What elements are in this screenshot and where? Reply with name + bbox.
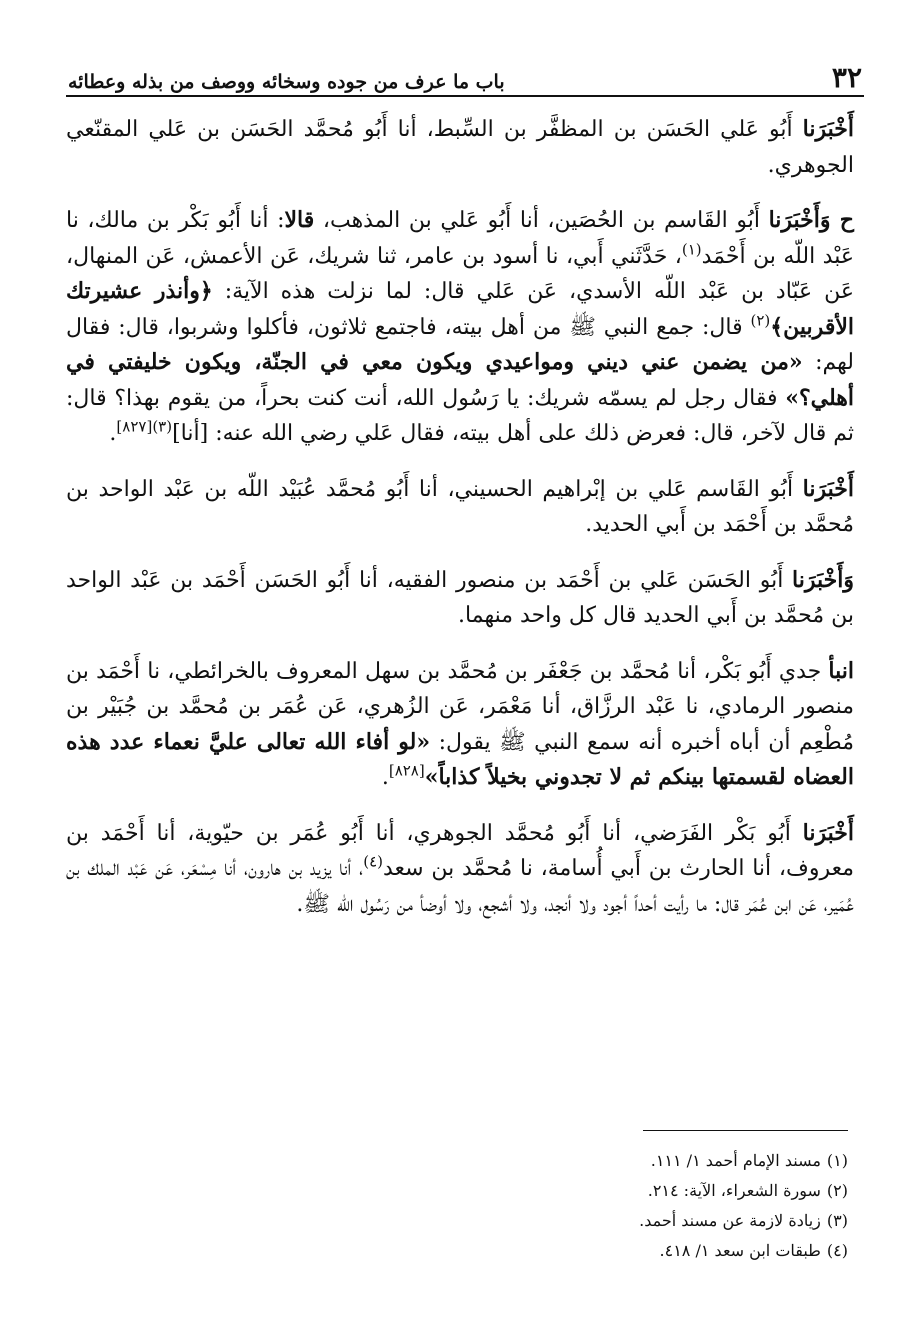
paragraph-text: أَبُو القَاسم عَلي بن إبْراهيم الحسيني، أنا أَبُو مُحمَّد عُبَيْد اللّه بن عَبْد الواحد بن مُحمَّد بن أَحْمَد بن أَبي الحديد. xyxy=(66,476,854,537)
footnote-ref: (٢) xyxy=(750,311,771,330)
paragraph-text: أَبُو القَاسم بن الحُصَين، أنا أَبُو عَلي بن المذهب، xyxy=(314,208,769,233)
hadith-quote: «من يضمن عني ديني ومواعيدي ويكون معي في الجنّة، ويكون خليفتي في أهلي؟» xyxy=(66,349,854,411)
footnote-ref: (٣) xyxy=(152,417,173,436)
footnotes xyxy=(639,1146,848,1266)
footnote xyxy=(639,1236,848,1266)
bold-word: قالا xyxy=(284,207,315,233)
footnote-divider xyxy=(643,1130,848,1131)
footnote xyxy=(639,1176,848,1206)
hadith-quote: «لو أفاء الله تعالى عليَّ نعماء عدد هذه العضاه لقسمتها بينكم ثم لا تجدوني بخيلاً كذاباً» xyxy=(66,728,854,790)
isnad-lead: أَخْبَرَنا xyxy=(802,116,854,142)
isnad-lead: أَخْبَرَنا xyxy=(802,819,854,846)
hadith-number: [٨٢٨] xyxy=(388,761,425,780)
paragraph-text: . xyxy=(381,765,389,790)
header-divider xyxy=(66,95,864,97)
isnad-lead: ح وَأَخْبَرَنا xyxy=(768,207,854,233)
footnote-ref: (١) xyxy=(681,240,702,259)
page-number: ٣٢ xyxy=(831,61,862,94)
page-header xyxy=(68,52,862,92)
paragraph xyxy=(66,654,854,796)
paragraph-text: أَبُو بَكْر الفَرَضي، أنا أَبُو مُحمَّد الجوهري، أنا أَبُو عُمَر بن حيّوية، أنا أَحْمَد بن معروف، أنا الحارث بن أَبي أُسامة، نا مُحمَّد بن سعد xyxy=(66,820,854,881)
footnote-text: مسند الإمام أحمد ١/ ١١١. xyxy=(650,1151,821,1170)
paragraph-text: . xyxy=(109,421,117,446)
paragraph-text: جدي أَبُو بَكْر، أنا مُحمَّد بن جَعْفَر بن مُحمَّد بن سهل المعروف بالخرائطي، نا أَحْمَد بن منصور الرمادي، نا عَبْد الرزَّاق، أنا مَعْمَر، عَن الزُهري، عَن عُمَر بن مُحمَّد بن جُبَيْر بن مُطْعِم أن أباه أخبره أنه سمع النبي ﷺ يقول: xyxy=(66,658,854,755)
running-head: باب ما عرف من جوده وسخائه ووصف من بذله وعطائه xyxy=(68,71,505,93)
paragraph-text: ، حَدَّثَني أَبي، نا أسود بن عامر، ثنا شريك، عَن الأعمش، عَن المنهال، عَن عَبّاد بن عَبْد اللّه الأسدي، عَن عَلي قال: لما نزلت هذه الآية: xyxy=(66,243,854,304)
paragraph-text: قال: جمع النبي ﷺ من أهل بيته، فاجتمع ثلاثون، فأكلوا وشربوا، قال: فقال لهم: xyxy=(66,314,855,375)
paragraph xyxy=(66,112,854,183)
isnad-lead: وَأَخْبَرَنا xyxy=(792,566,854,593)
footnote-number: (٢) xyxy=(826,1181,848,1200)
paragraph xyxy=(66,563,854,634)
footnote xyxy=(639,1206,848,1236)
quran-quote: ﴿وأنذر عشيرتك الأقربين﴾ xyxy=(66,278,854,340)
paragraph xyxy=(66,816,854,923)
paragraph-text: ، أنا يزيد بن هارون، أنا مِسْعَر، عَن عَبْد الملك بن عُمَير، عَن ابن عُمَر قال: ما رأيت أحداً أجود ولا أنجد، ولا أشجع، ولا أوضأ من رَسُول الله ﷺ. xyxy=(66,856,854,917)
paragraph-text: أَبُو عَلي الحَسَن بن المظفَّر بن السِّبط، أنا أَبُو مُحمَّد الحَسَن بن عَلي المقنّعي الجوهري. xyxy=(66,117,854,178)
footnote-number: (٣) xyxy=(826,1211,848,1230)
isnad-lead: انبأ xyxy=(828,657,854,684)
footnote-text: سورة الشعراء، الآية: ٢١٤. xyxy=(647,1181,821,1200)
paragraph xyxy=(66,472,854,543)
footnote-ref: (٤) xyxy=(363,852,383,871)
footnote-number: (٤) xyxy=(826,1241,848,1260)
footnote-text: زيادة لازمة عن مسند أحمد. xyxy=(639,1211,821,1230)
hadith-number: [٨٢٧] xyxy=(116,417,153,436)
main-text xyxy=(66,112,854,942)
paragraph xyxy=(66,203,854,452)
footnote-text: طبقات ابن سعد ١/ ٤١٨. xyxy=(659,1241,821,1260)
footnote xyxy=(639,1146,848,1176)
paragraph-text: فقال رجل لم يسمّه شريك: يا رَسُول الله، أنت كنت بحراً، من يقوم بهذا؟ قال: ثم قال لآخر، قال: فعرض ذلك على أهل بيته، فقال عَلي رضي الله عنه: [أنا] xyxy=(66,385,854,446)
isnad-lead: أَخْبَرَنا xyxy=(802,475,854,502)
footnote-number: (١) xyxy=(826,1151,848,1170)
paragraph-text: : أنا أَبُو بَكْر بن مالك، نا عَبْد اللّه بن أَحْمَد xyxy=(66,208,854,269)
paragraph-text: أَبُو الحَسَن عَلي بن أَحْمَد بن منصور الفقيه، أنا أَبُو الحَسَن أَحْمَد بن عَبْد الواحد بن مُحمَّد بن أَبي الحديد قال كل واحد منهما. xyxy=(66,567,854,628)
